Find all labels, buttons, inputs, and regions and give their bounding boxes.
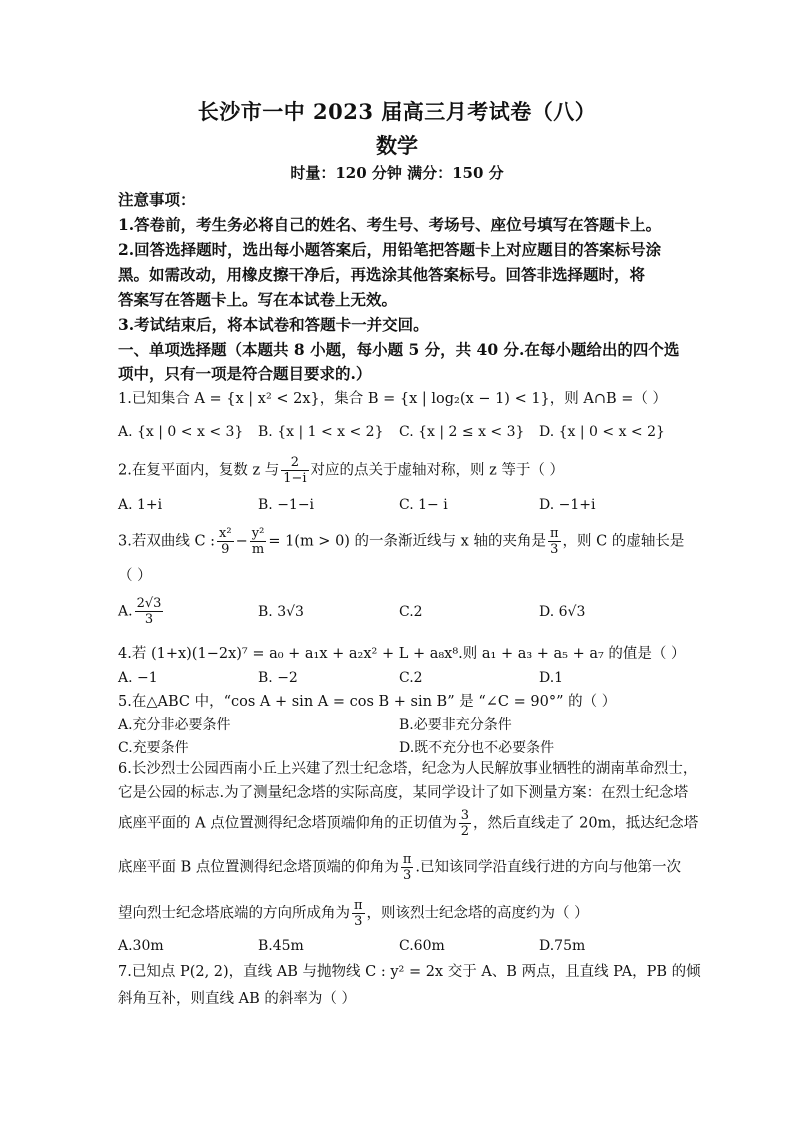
q2-text-post: 对应的点关于虚轴对称，则 z 等于（ ） <box>310 462 564 479</box>
section-heading-line-2: 项中，只有一项是符合题目要求的.） <box>118 364 372 383</box>
q2-text-pre: 2.在复平面内，复数 z 与 <box>118 462 280 479</box>
notice-line-3: 黑。如需改动，用橡皮擦干净后，再选涂其他答案标号。回答非选择题时，将 <box>118 265 646 284</box>
q3-option-c: C.2 <box>399 604 423 620</box>
question-7-line-2: 斜角互补，则直线 AB 的斜率为（ ） <box>118 991 356 1007</box>
question-6-line-3 <box>118 808 698 839</box>
q6-elevation-denominator: 3 <box>403 868 412 883</box>
q6-line-5-post: ，则该烈士纪念塔的高度约为（ ） <box>366 905 589 922</box>
q4-option-c: C.2 <box>399 670 423 686</box>
q6-angle-fraction <box>352 898 365 929</box>
q6-option-d: D.75m <box>539 938 586 954</box>
q6-option-c: C.60m <box>399 938 445 954</box>
q5-option-d: D.既不充分也不必要条件 <box>399 740 555 756</box>
notice-line-5: 3.考试结束后，将本试卷和答题卡一并交回。 <box>118 315 429 334</box>
question-7-line-1: 7.已知点 P(2, 2)，直线 AB 与抛物线 C : y² = 2x 交于 A、B 两点，且直线 PA，PB 的倾 <box>118 964 701 980</box>
q3-fraction-angle <box>548 526 561 557</box>
q6-option-b: B.45m <box>258 938 304 954</box>
exam-timing: 时量：120 分钟 满分：150 分 <box>290 164 504 182</box>
question-5-options-row-1 <box>118 714 678 738</box>
notice-heading: 注意事项： <box>118 190 196 209</box>
q3-fraction-y-denominator: m <box>251 542 265 557</box>
q6-option-a: A.30m <box>118 938 164 954</box>
section-heading-line-1: 一、单项选择题（本题共 8 小题，每小题 5 分，共 40 分.在每小题给出的四个选 <box>118 340 680 359</box>
q2-option-a: A. 1+i <box>118 497 163 513</box>
q3-fraction-x <box>217 526 234 557</box>
exam-title: 长沙市一中 2023 届高三月考试卷（八） <box>197 99 597 124</box>
q3-option-d: D. 6√3 <box>539 604 586 620</box>
question-6-options <box>118 938 678 962</box>
q5-option-a: A.充分非必要条件 <box>118 717 231 733</box>
q6-line-4-post: .已知该同学沿直线行进的方向与他第一次 <box>415 859 682 876</box>
q3-fraction-x-numerator: x² <box>219 526 232 541</box>
q3-fraction-y-numerator: y² <box>251 526 265 541</box>
q6-tangent-denominator: 2 <box>460 824 469 839</box>
q2-fraction <box>281 455 308 486</box>
q3-text-pre: 3.若双曲线 C : <box>118 533 216 550</box>
q3-option-a-numerator: 2√3 <box>136 596 162 611</box>
q2-option-c: C. 1− i <box>399 497 448 513</box>
question-3-line-2: （ ） <box>118 568 152 584</box>
question-1-text: 1.已知集合 A = {x | x² < 2x}，集合 B = {x | log₂(x − 1) < 1}，则 A∩B =（ ） <box>118 391 668 407</box>
question-3-text <box>118 526 684 557</box>
q3-fraction-angle-numerator: π <box>549 526 559 541</box>
q3-fraction-y <box>250 526 267 557</box>
q1-option-d: D. {x | 0 < x < 2} <box>539 424 665 440</box>
q2-fraction-denominator: 1−i <box>283 471 307 486</box>
q1-option-b: B. {x | 1 < x < 2} <box>258 424 384 440</box>
question-3-options <box>118 596 678 634</box>
q5-option-b: B.必要非充分条件 <box>399 717 512 733</box>
q3-text-post: ，则 C 的虚轴长是 <box>562 533 685 550</box>
q1-option-c: C. {x | 2 ≤ x < 3} <box>399 424 525 440</box>
q3-option-a-fraction <box>135 596 164 627</box>
question-6-line-2: 它是公园的标志.为了测量纪念塔的实际高度，某同学设计了如下测量方案：在烈士纪念塔 <box>118 785 689 801</box>
q6-angle-numerator: π <box>354 898 363 913</box>
question-6-line-5 <box>118 898 589 929</box>
q6-line-5-pre: 望向烈士纪念塔底端的方向所成角为 <box>118 905 350 922</box>
notice-line-1: 1.答卷前，考生务必将自己的姓名、考生号、考场号、座位号填写在答题卡上。 <box>118 215 662 234</box>
question-2-options <box>118 497 678 521</box>
exam-subject: 数学 <box>376 133 418 158</box>
q4-option-b: B. −2 <box>258 670 298 686</box>
q4-option-a: A. −1 <box>118 670 158 686</box>
q1-option-a: A. {x | 0 < x < 3} <box>118 424 244 440</box>
q6-line-4-pre: 底座平面 B 点位置测得纪念塔顶端的仰角为 <box>118 859 399 876</box>
question-6-line-1: 6.长沙烈士公园西南小丘上兴建了烈士纪念塔，纪念为人民解放事业牺牲的湖南革命烈士， <box>118 761 698 777</box>
q3-option-a-label: A. <box>118 603 133 620</box>
q6-tangent-fraction <box>459 808 471 839</box>
q3-option-a <box>118 596 165 627</box>
q6-line-3-pre: 底座平面的 A 点位置测得纪念塔顶端仰角的正切值为 <box>118 815 457 832</box>
q6-tangent-numerator: 3 <box>460 808 469 823</box>
q3-fraction-x-denominator: 9 <box>221 542 230 557</box>
notice-line-2: 2.回答选择题时，选出每小题答案后，用铅笔把答题卡上对应题目的答案标号涂 <box>118 240 662 259</box>
q2-fraction-numerator: 2 <box>281 455 308 471</box>
q3-text-mid: = 1(m > 0) 的一条渐近线与 x 轴的夹角是 <box>268 533 546 550</box>
q6-elevation-fraction <box>401 852 414 883</box>
question-4-text: 4.若 (1+x)(1−2x)⁷ = a₀ + a₁x + a₂x² + L + a₈x⁸.则 a₁ + a₃ + a₅ + a₇ 的值是（ ） <box>118 646 686 662</box>
q6-line-3-post: ，然后直线走了 20m，抵达纪念塔 <box>472 815 699 832</box>
q3-minus: − <box>235 533 248 550</box>
question-6-line-4 <box>118 852 681 883</box>
question-1-options <box>118 424 678 448</box>
q4-option-d: D.1 <box>539 670 564 686</box>
notice-line-4: 答案写在答题卡上。写在本试卷上无效。 <box>118 290 398 309</box>
q6-elevation-numerator: π <box>402 852 412 867</box>
q2-option-b: B. −1−i <box>258 497 315 513</box>
q6-angle-denominator: 3 <box>354 914 363 929</box>
question-2-text <box>118 455 564 486</box>
q5-option-c: C.充要条件 <box>118 740 189 756</box>
q2-option-d: D. −1+i <box>539 497 596 513</box>
q3-fraction-angle-denominator: 3 <box>550 542 559 557</box>
q3-option-b: B. 3√3 <box>258 604 304 620</box>
q3-option-a-denominator: 3 <box>144 612 154 627</box>
question-5-text: 5.在△ABC 中，“cos A + sin A = cos B + sin B” 是 “∠C = 90°” 的（ ） <box>118 694 617 710</box>
